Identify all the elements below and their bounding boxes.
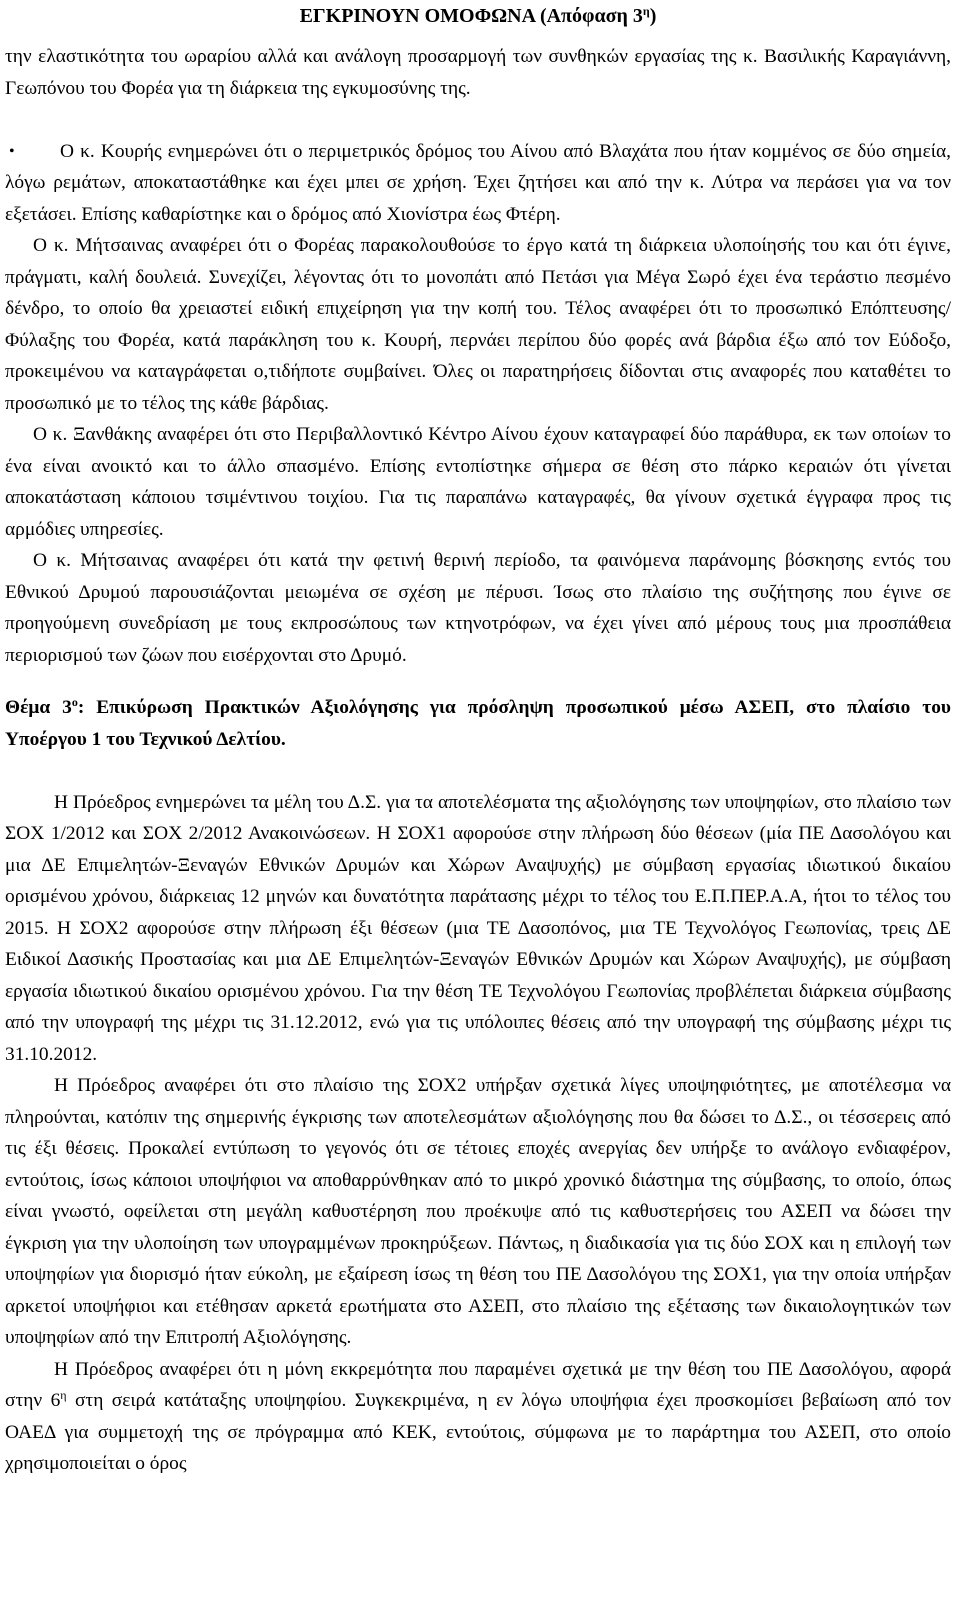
paragraph-illegal-grazing: Ο κ. Μήτσαινας αναφέρει ότι κατά την φετινή θερινή περίοδο, τα φαινόμενα παράνομης βόσκησης εντός του Εθνικού Δρυμού παρουσιάζονται μειωμένα σε σχέση με πέρυσι. Ίσως στο πλαίσιο της συζήτησης που έγινε σε προηγούμενη συνεδρίαση με τους εκπροσώπους των κτηνοτρόφων, να έχει γίνει από μέρους τους μια προσπάθεια περιορισμού των ζώων που εισέρχονται στο Δρυμό. — [5, 550, 951, 666]
bullet-icon: • — [9, 142, 15, 160]
paragraph-pending-issue — [5, 1354, 951, 1480]
decision-title — [5, 0, 951, 41]
section-heading — [5, 692, 951, 755]
spacer — [5, 755, 951, 787]
spacer — [5, 671, 951, 692]
paragraph-evaluation-results: Η Πρόεδρος ενημερώνει τα μέλη του Δ.Σ. για τα αποτελέσματα της αξιολόγησης των υποψηφίων, στο πλαίσιο των ΣΟΧ 1/2012 και ΣΟΧ 2/2012 Ανακοινώσεων. Η ΣΟΧ1 αφορούσε στην πλήρωση δύο θέσεων (μία ΠΕ Δασολόγου και μια ΔΕ Επιμελητών-Ξεναγών Εθνικών Δρυμών και Χώρων Αναψυχής) με σύμβαση εργασίας ιδιωτικού δικαίου ορισμένου χρόνου, διάρκειας 12 μηνών και δυνατότητα παράτασης μέχρι το τέλος του Ε.Π.ΠΕΡ.Α.Α, ήτοι το τέλος του 2015. Η ΣΟΧ2 αφορούσε στην πλήρωση έξι θέσεων (μια ΤΕ Δασοπόνος, μια ΤΕ Τεχνολόγος Γεωπονίας, τρεις ΔΕ Ειδικοί Δασικής Προστασίας και μια ΔΕ Επιμελητών-Ξεναγών Εθνικών Δρυμών και Χώρων Αναψυχής), με σύμβαση εργασία ιδιωτικού δικαίου ορισμένου χρόνου. Για την θέση ΤΕ Τεχνολόγου Γεωπονίας προβλέπεται διάρκεια σύμβασης από την υπογραφή της μέχρι τις 31.12.2012, ενώ για τις υπόλοιπες θέσεις από την υπογραφή της σύμβασης μέχρι τις 31.10.2012. — [5, 791, 951, 1065]
title-superscript: η — [642, 4, 650, 18]
spacer — [5, 104, 951, 136]
heading-rest: : Επικύρωση Πρακτικών Αξιολόγησης για πρόσληψη προσωπικού μέσω ΑΣΕΠ, στο πλαίσιο του Υποέργου 1 του Τεχνικού Δελτίου. — [5, 697, 951, 750]
paragraph-trail-patrol: Ο κ. Μήτσαινας αναφέρει ότι ο Φορέας παρακολουθούσε το έργο κατά τη διάρκεια υλοποίησής του και ότι έγινε, πράγματι, καλή δουλειά. Συνεχίζει, λέγοντας ότι το μονοπάτι από Πετάσι για Μέγα Σωρό έχει ένα τεράστιο πεσμένο δένδρο, το οποίο θα χρειαστεί ειδική επιχείρηση για την κοπή του. Τέλος αναφέρει ότι το προσωπικό Επόπτευσης/Φύλαξης του Φορέα, κατά παράκληση του κ. Κουρή, περνάει περίπου δύο φορές ανά βάρδια έξω από τον Εύδοξο, προκειμένου να καταγράφεται ο,τιδήποτε συμβαίνει. Όλες οι παρατηρήσεις δίδονται στις αναφορές που καταθέτει το προσωπικό με το τέλος της κάθε βάρδιας. — [5, 235, 951, 414]
paragraph-environmental-center: Ο κ. Ξανθάκης αναφέρει ότι στο Περιβαλλοντικό Κέντρο Αίνου έχουν καταγραφεί δύο παράθυρα, εκ των οποίων το ένα είναι ανοικτό και το άλλο σπασμένο. Επίσης εντοπίστηκε σήμερα σε θέση στο πάρκο κεραιών ότι γίνεται αποκατάσταση κάποιου τσιμέντινου τοιχίου. Για τις παραπάνω καταγραφές, θα γίνουν σχετικά έγγραφα προς τις αρμόδιες υπηρεσίες. — [5, 424, 951, 540]
bullet-item — [5, 136, 951, 231]
paragraph-candidates: Η Πρόεδρος αναφέρει ότι στο πλαίσιο της ΣΟΧ2 υπήρξαν σχετικά λίγες υποψηφιότητες, με αποτέλεσμα να πληρούνται, κατόπιν της σημερινής έγκρισης των αποτελεσμάτων αξιολόγησης που θα δώσει το Δ.Σ., οι τέσσερεις από τις έξι θέσεις. Προκαλεί εντύπωση το γεγονός ότι σε τέτοιες εποχές ανεργίας δεν υπήρξε το ανάλογο ενδιαφέρον, εντούτοις, ίσως κάποιοι υποψήφιοι να αποθαρρύνθηκαν από το μικρό χρονικό διάστημα της σύμβασης, το οποίο, όπως είναι γνωστό, οφείλεται στη μεγάλη καθυστέρηση που προέκυψε από τις καθυστερήσεις του ΑΣΕΠ να δώσει την έγκριση για την υλοποίηση των υπογραμμένων προκηρύξεων. Πάντως, η διαδικασία για τις δύο ΣΟΧ και η επιλογή των υποψηφίων για διορισμό ήταν εύκολη, με εξαίρεση ίσως τη θέση του ΠΕ Δασολόγου της ΣΟΧ1, για την οποία υπήρξαν αρκετοί υποψήφιοι και ετέθησαν αρκετά ερωτήματα στο ΑΣΕΠ, στο πλαίσιο της εξέτασης των δικαιολογητικών των υποψηφίων από την Επιτροπή Αξιολόγησης. — [5, 1075, 951, 1348]
heading-start: Θέμα 3 — [5, 697, 72, 718]
paragraph-intro: την ελαστικότητα του ωραρίου αλλά και ανάλογη προσαρμογή των συνθηκών εργασίας της κ. Βασιλικής Καραγιάννη, Γεωπόνου του Φορέα για τη διάρκεια της εγκυμοσύνης της. — [5, 46, 951, 99]
pending-start: Η Πρόεδρος αναφέρει ότι η μόνη εκκρεμότητα που παραμένει σχετικά με την θέση του ΠΕ Δασολόγου, αφορά στην 6 — [5, 1358, 951, 1411]
heading-superscript: ο — [71, 695, 78, 709]
title-end: ) — [649, 5, 657, 27]
paragraph-road-restoration: Ο κ. Κουρής ενημερώνει ότι ο περιμετρικός δρόμος του Αίνου από Βλαχάτα που ήταν κομμένος σε δύο σημεία, λόγω ρεμάτων, αποκαταστάθηκε και έχει μπει σε χρήση. Έχει ζητήσει και από την κ. Λύτρα να περάσει για να τον εξετάσει. Επίσης καθαρίστηκε και ο δρόμος από Χιονίστρα έως Φτέρη. — [5, 140, 951, 225]
pending-rest: στη σειρά κατάταξης υποψηφίου. Συγκεκριμένα, η εν λόγω υποψήφια έχει προσκομίσει βεβαίωση από τον ΟΑΕΔ για συμμετοχή της σε πρόγραμμα από ΚΕΚ, εντούτοις, σύμφωνα με το παράρτημα του ΑΣΕΠ, στο οποίο χρησιμοποιείται ο όρος — [5, 1390, 951, 1474]
document-page — [5, 0, 951, 1480]
pending-superscript: η — [60, 1388, 67, 1402]
title-text: ΕΓΚΡΙΝΟΥΝ ΟΜΟΦΩΝΑ (Απόφαση 3 — [299, 5, 643, 27]
